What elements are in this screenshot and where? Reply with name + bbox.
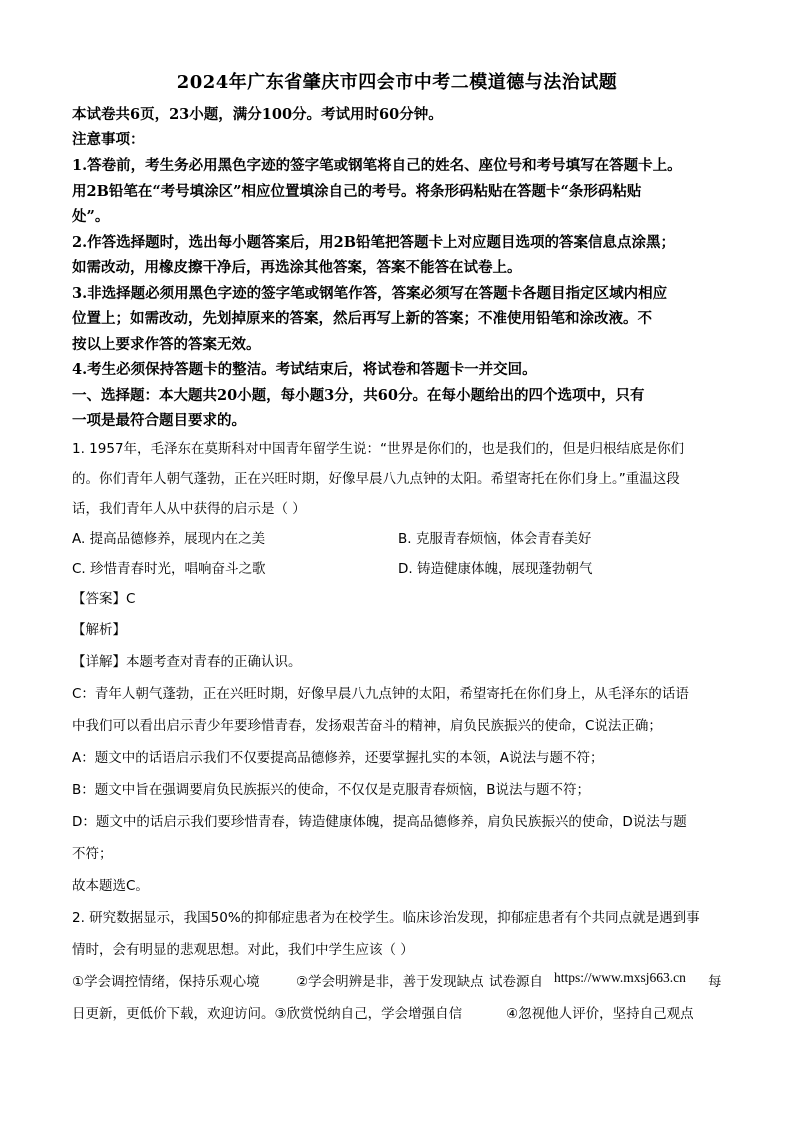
note-1-end: 处”。 <box>72 208 110 225</box>
q1-option-a: A. 提高品德修养，展现内在之美 <box>72 531 266 547</box>
q1-option-c: C. 珍惜青春时光，唱响奋斗之歌 <box>72 561 266 577</box>
note-1-cont: 用2B铅笔在“考号填涂区”相应位置填涂自己的考号。将条形码粘贴在答题卡“条形码粘贴 <box>72 183 642 200</box>
section-heading: 一、选择题：本大题共20小题，每小题3分，共60分。在每小题给出的四个选项中，只有 <box>72 387 645 404</box>
note-3: 3.非选择题必须用黑色字迹的签字笔或钢笔作答，答案必须写在答题卡各题目指定区域内相应 <box>72 285 668 302</box>
q1-option-b: B. 克服青春烦恼，体会青春美好 <box>398 531 592 547</box>
q1-conclusion: 故本题选C。 <box>72 878 149 894</box>
q1-explain-c-cont: 中我们可以看出启示青少年要珍惜青春，发扬艰苦奋斗的精神，肩负民族振兴的使命，C说法正确； <box>72 718 662 734</box>
watermark-text: 试卷源自 <box>489 974 543 990</box>
q2-stem: 2. 研究数据显示，我国50%的抑郁症患者为在校学生。临床诊治发现，抑郁症患者有个共同点就是遇到事 <box>72 910 700 926</box>
q1-explain-a: A：题文中的话语启示我们不仅要提高品德修养，还要掌握扎实的本领，A说法与题不符； <box>72 750 604 766</box>
watermark-tail: 每 <box>708 974 722 990</box>
q2-item-4: ④忽视他人评价，坚持自己观点 <box>506 1006 694 1022</box>
q1-stem: 1. 1957年，毛泽东在莫斯科对中国青年留学生说：“世界是你们的，也是我们的，但是归根结底是你们 <box>72 441 685 457</box>
q1-explain-b: B：题文中旨在强调要肩负民族振兴的使命，不仅仅是克服青春烦恼，B说法与题不符； <box>72 782 591 798</box>
q1-explain-c: C：青年人朝气蓬勃，正在兴旺时期，好像早晨八九点钟的太阳，希望寄托在你们身上，从毛泽东的话语 <box>72 686 689 702</box>
note-3-end: 按以上要求作答的答案无效。 <box>72 336 261 353</box>
note-2: 2.作答选择题时，选出每小题答案后，用2B铅笔把答题卡上对应题目选项的答案信息点涂黑； <box>72 234 675 251</box>
q2-item-2: ②学会明辨是非，善于发现缺点 <box>296 974 484 990</box>
watermark-link[interactable]: https://www.mxsj663.cn <box>554 970 686 985</box>
page-title: 2024年广东省肇庆市四会市中考二模道德与法治试题 <box>176 72 618 93</box>
q1-explain-d: D：题文中的话启示我们要珍惜青春，铸造健康体魄，提高品德修养，肩负民族振兴的使命，D说法与题 <box>72 814 687 830</box>
note-1: 1.答卷前，考生务必用黑色字迹的签字笔或钢笔将自己的姓名、座位号和考号填写在答题卡上。 <box>72 157 682 174</box>
q1-analysis-label: 【解析】 <box>72 622 126 638</box>
section-heading-cont: 一项是最符合题目要求的。 <box>72 412 246 429</box>
q1-answer: 【答案】C <box>72 591 136 607</box>
note-4: 4.考生必须保持答题卡的整洁。考试结束后，将试卷和答题卡一并交回。 <box>72 361 537 378</box>
q1-stem-cont: 的。你们青年人朝气蓬勃，正在兴旺时期，好像早晨八九点钟的太阳。希望寄托在你们身上。”重温这段 <box>72 471 680 487</box>
q1-detail: 【详解】本题考查对青春的正确认识。 <box>72 654 302 670</box>
q1-stem-end: 话，我们青年人从中获得的启示是（ ） <box>72 501 306 517</box>
notes-heading: 注意事项： <box>72 131 145 148</box>
q2-item-3: 日更新，更低价下载，欢迎访问。③欣赏悦纳自己，学会增强自信 <box>72 1006 463 1022</box>
note-2-cont: 如需改动，用橡皮擦干净后，再选涂其他答案，答案不能答在试卷上。 <box>72 259 522 276</box>
q1-option-d: D. 铸造健康体魄，展现蓬勃朝气 <box>398 561 593 577</box>
q2-stem-cont: 情时，会有明显的悲观思想。对此，我们中学生应该（ ） <box>72 942 414 958</box>
exam-info: 本试卷共6页，23小题，满分100分。考试用时60分钟。 <box>72 106 443 123</box>
note-3-cont: 位置上；如需改动，先划掉原来的答案，然后再写上新的答案；不准使用铅笔和涂改液。不 <box>72 310 652 327</box>
q2-item-1: ①学会调控情绪，保持乐观心境 <box>72 974 260 990</box>
q1-explain-d-cont: 不符； <box>72 846 113 862</box>
